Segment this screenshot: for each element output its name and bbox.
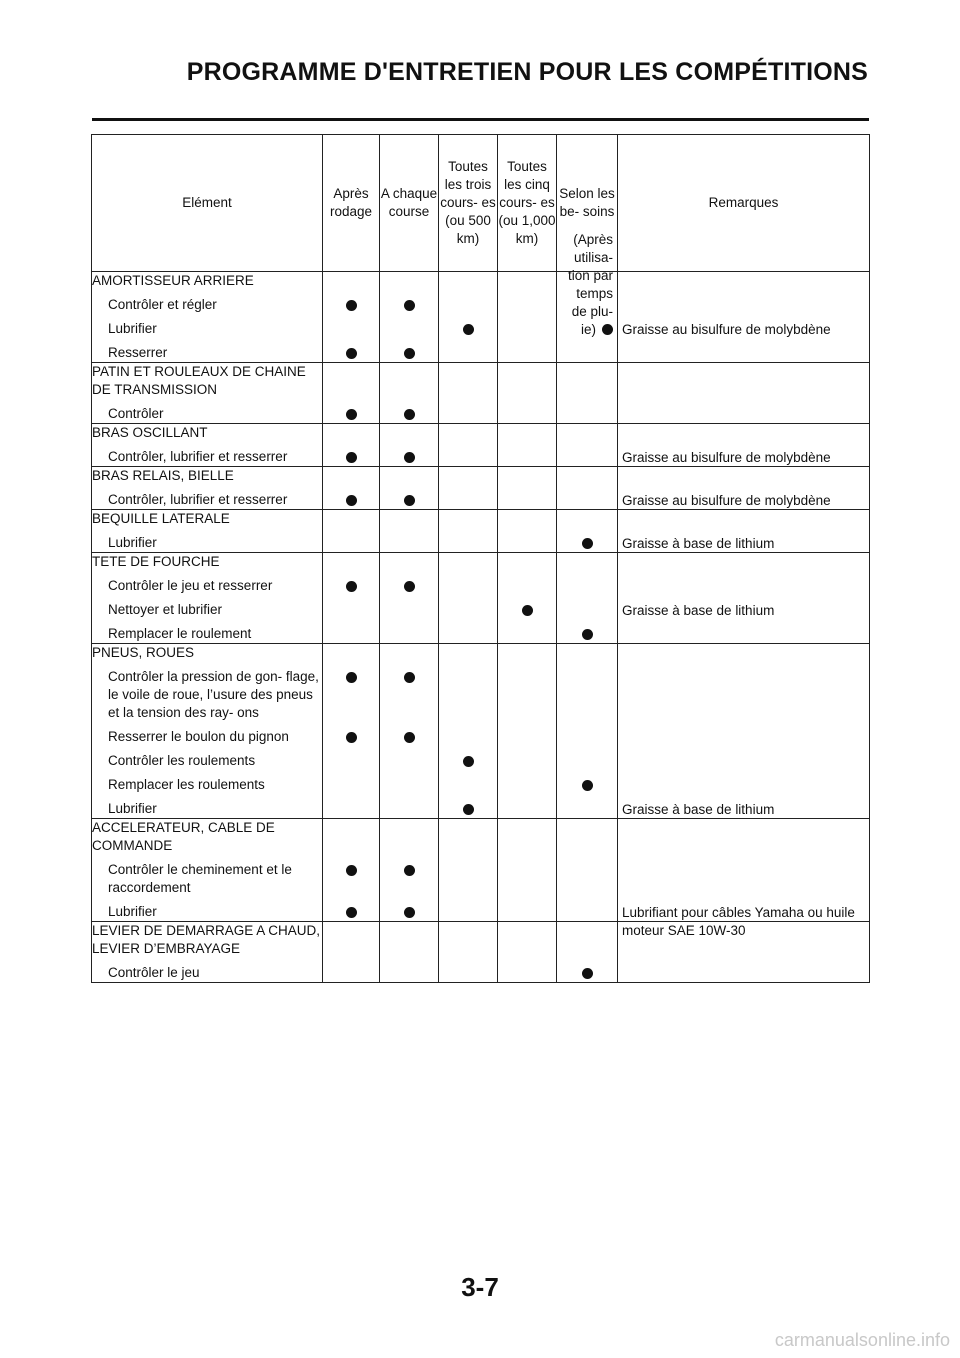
filled-circle-icon <box>346 452 357 463</box>
interval-cell <box>323 272 380 363</box>
item-line <box>439 297 497 315</box>
item-line <box>498 904 556 922</box>
remark-text <box>622 345 865 363</box>
item-line <box>380 406 438 424</box>
item-label: Contrôler le jeu <box>108 965 200 980</box>
maintenance-table <box>91 134 870 983</box>
interval-cell <box>323 644 380 819</box>
item-line <box>557 669 617 687</box>
item-line <box>380 297 438 315</box>
filled-circle-icon <box>404 581 415 592</box>
interval-cell <box>380 922 439 983</box>
item-line <box>498 297 556 315</box>
page-title: PROGRAMME D'ENTRETIEN POUR LES COMPÉTITIONS <box>186 58 868 86</box>
filled-circle-icon <box>404 907 415 918</box>
header-every-race: A chaque course <box>380 135 439 272</box>
item-line <box>380 449 438 467</box>
item-line <box>557 449 617 467</box>
interval-cell <box>323 553 380 644</box>
item-line <box>323 862 379 880</box>
item-line <box>557 492 617 510</box>
filled-circle-icon <box>404 865 415 876</box>
group-title: PNEUS, ROUES <box>92 645 195 660</box>
interval-cell <box>557 553 618 644</box>
filled-circle-icon <box>404 452 415 463</box>
item-line <box>380 535 438 553</box>
interval-cell <box>498 510 557 553</box>
item-line <box>439 321 497 339</box>
filled-circle-icon <box>404 348 415 359</box>
element-cell <box>92 553 323 644</box>
interval-cell <box>498 272 557 363</box>
interval-cell <box>439 424 498 467</box>
item-line <box>439 406 497 424</box>
item-line <box>323 753 379 771</box>
interval-cell <box>380 819 439 922</box>
filled-circle-icon <box>346 672 357 683</box>
item-line <box>323 535 379 553</box>
item-line <box>498 626 556 644</box>
interval-cell <box>380 272 439 363</box>
interval-cell <box>380 424 439 467</box>
remark-text <box>622 965 865 983</box>
element-cell <box>92 363 323 424</box>
group-title: TETE DE FOURCHE <box>92 554 220 569</box>
item-label: Contrôler, lubrifier et resserrer <box>108 449 288 464</box>
interval-cell <box>380 644 439 819</box>
item-line <box>557 578 617 596</box>
remarks-cell <box>618 819 870 938</box>
interval-cell <box>323 363 380 424</box>
interval-cell <box>323 424 380 467</box>
table-row <box>92 644 870 819</box>
interval-cell <box>380 553 439 644</box>
element-cell <box>92 819 323 922</box>
watermark: carmanualsonline.info <box>774 1330 950 1350</box>
item-line <box>323 729 379 747</box>
item-line <box>557 535 617 553</box>
element-cell <box>92 644 323 819</box>
item-label: Resserrer <box>108 345 168 360</box>
item-line <box>439 345 497 363</box>
header-every-fifth-race: Toutes les cinq cours- es (ou 1,000 km) <box>498 135 557 272</box>
interval-cell <box>557 819 618 922</box>
table-row <box>92 819 870 922</box>
interval-cell <box>439 819 498 922</box>
remark-text: Graisse au bisulfure de molybdène <box>622 449 831 465</box>
item-line <box>380 602 438 620</box>
interval-cell <box>323 922 380 983</box>
item-line <box>439 904 497 922</box>
item-line <box>323 321 379 339</box>
item-label: Lubrifier <box>108 904 157 919</box>
group-title: LEVIER DE DEMARRAGE A CHAUD, LEVIER D’EMBRAYAGE <box>92 923 321 956</box>
item-line <box>323 578 379 596</box>
filled-circle-icon <box>346 907 357 918</box>
item-line <box>439 492 497 510</box>
interval-cell <box>380 510 439 553</box>
item-line <box>557 345 617 363</box>
item-line <box>380 492 438 510</box>
interval-cell <box>439 467 498 510</box>
item-line <box>439 729 497 747</box>
item-label: Contrôler le cheminement et le raccordement <box>108 862 292 895</box>
item-line <box>498 729 556 747</box>
table-row <box>92 922 870 983</box>
header-as-required: Selon les be- soins <box>557 135 618 272</box>
group-title: AMORTISSEUR ARRIERE <box>92 273 254 288</box>
item-line <box>323 669 379 687</box>
item-line <box>498 669 556 687</box>
remarks-cell <box>618 644 870 819</box>
table-row <box>92 363 870 424</box>
item-line <box>323 965 379 983</box>
interval-cell <box>557 424 618 467</box>
filled-circle-icon <box>346 581 357 592</box>
page-number: 3-7 <box>461 1272 499 1302</box>
item-label: Contrôler les roulements <box>108 753 256 768</box>
item-line <box>557 626 617 644</box>
item-line <box>498 753 556 771</box>
header-after-break-in: Après rodage <box>323 135 380 272</box>
item-line <box>498 801 556 819</box>
item-line <box>380 345 438 363</box>
interval-cell <box>557 644 618 819</box>
interval-cell <box>498 467 557 510</box>
item-line <box>380 801 438 819</box>
interval-cell <box>439 510 498 553</box>
interval-cell <box>380 467 439 510</box>
remark-text <box>622 406 865 424</box>
item-line <box>498 406 556 424</box>
item-line <box>323 626 379 644</box>
item-line <box>323 297 379 315</box>
item-line <box>498 578 556 596</box>
remarks-cell <box>618 363 870 424</box>
item-label: Contrôler la pression de gon- flage, le voile de roue, l’usure des pneus et la tension des ray- ons <box>108 669 319 720</box>
item-line <box>498 321 556 339</box>
item-line <box>323 777 379 795</box>
item-line <box>380 578 438 596</box>
table-row <box>92 510 870 553</box>
item-line <box>380 753 438 771</box>
remark-text: Lubrifiant pour câbles Yamaha ou huile moteur SAE 10W-30 <box>622 904 855 938</box>
item-line <box>439 862 497 880</box>
remark-text <box>622 862 865 880</box>
item-line <box>498 862 556 880</box>
title-divider <box>92 118 869 121</box>
header-element: Elément <box>92 135 323 272</box>
interval-cell <box>498 363 557 424</box>
interval-cell <box>498 819 557 922</box>
element-cell <box>92 467 323 510</box>
filled-circle-icon <box>404 732 415 743</box>
group-title: BEQUILLE LATERALE <box>92 511 230 526</box>
item-line <box>557 777 617 795</box>
group-title: BRAS OSCILLANT <box>92 425 208 440</box>
remark-text <box>622 297 865 315</box>
item-line <box>557 801 617 819</box>
interval-cell <box>498 553 557 644</box>
filled-circle-icon <box>346 409 357 420</box>
item-line <box>380 777 438 795</box>
item-line <box>439 626 497 644</box>
interval-cell <box>557 467 618 510</box>
filled-circle-icon <box>463 324 474 335</box>
table-row <box>92 553 870 644</box>
filled-circle-icon <box>602 324 613 335</box>
filled-circle-icon <box>463 756 474 767</box>
group-title: PATIN ET ROULEAUX DE CHAINE DE TRANSMISSION <box>92 364 306 397</box>
filled-circle-icon <box>463 804 474 815</box>
remarks-cell <box>618 922 870 983</box>
header-remarks: Remarques <box>618 135 870 272</box>
interval-cell <box>439 272 498 363</box>
filled-circle-icon <box>346 300 357 311</box>
item-line <box>439 535 497 553</box>
item-line <box>380 729 438 747</box>
remarks-cell <box>618 553 870 644</box>
item-line <box>557 753 617 771</box>
item-line <box>498 602 556 620</box>
filled-circle-icon <box>346 348 357 359</box>
interval-cell <box>439 363 498 424</box>
filled-circle-icon <box>582 538 593 549</box>
interval-cell <box>439 922 498 983</box>
filled-circle-icon <box>404 409 415 420</box>
filled-circle-icon <box>404 300 415 311</box>
item-label: Lubrifier <box>108 801 157 816</box>
item-line <box>498 777 556 795</box>
item-line <box>439 669 497 687</box>
item-line <box>439 753 497 771</box>
remark-text: Graisse au bisulfure de molybdène <box>622 492 831 508</box>
table-header-row <box>92 135 870 272</box>
element-cell <box>92 424 323 467</box>
item-label: Contrôler le jeu et resserrer <box>108 578 273 593</box>
item-line <box>380 965 438 983</box>
remarks-cell <box>618 510 870 553</box>
interval-cell <box>439 644 498 819</box>
filled-circle-icon <box>404 495 415 506</box>
element-cell <box>92 272 323 363</box>
item-line <box>439 801 497 819</box>
remark-text <box>622 578 865 596</box>
item-line <box>557 406 617 424</box>
interval-cell <box>498 644 557 819</box>
table-row <box>92 272 870 363</box>
interval-cell <box>380 363 439 424</box>
group-title: BRAS RELAIS, BIELLE <box>92 468 234 483</box>
interval-cell <box>323 467 380 510</box>
item-line <box>498 492 556 510</box>
item-label: Contrôler <box>108 406 164 421</box>
item-line <box>439 777 497 795</box>
item-line <box>557 862 617 880</box>
interval-cell <box>557 510 618 553</box>
interval-cell <box>498 922 557 983</box>
item-line <box>380 321 438 339</box>
interval-cell <box>557 363 618 424</box>
item-line <box>498 965 556 983</box>
filled-circle-icon <box>582 780 593 791</box>
item-label: Remplacer les roulements <box>108 777 265 792</box>
item-line <box>498 345 556 363</box>
item-line <box>439 965 497 983</box>
item-line <box>557 904 617 922</box>
header-every-third-race: Toutes les trois cours- es (ou 500 km) <box>439 135 498 272</box>
remark-text: Graisse à base de lithium <box>622 535 775 551</box>
item-line <box>380 904 438 922</box>
remark-text <box>622 777 865 795</box>
item-line <box>380 862 438 880</box>
table-row <box>92 424 870 467</box>
item-label: Lubrifier <box>108 321 157 336</box>
item-line <box>557 965 617 983</box>
filled-circle-icon <box>346 865 357 876</box>
element-cell <box>92 922 323 983</box>
item-line <box>380 669 438 687</box>
interval-cell <box>557 922 618 983</box>
filled-circle-icon <box>404 672 415 683</box>
interval-cell <box>439 553 498 644</box>
item-line <box>557 231 617 339</box>
interval-cell <box>323 510 380 553</box>
remarks-cell <box>618 467 870 510</box>
filled-circle-icon <box>522 605 533 616</box>
remark-text: Graisse au bisulfure de molybdène <box>622 321 831 337</box>
item-label: Contrôler et régler <box>108 297 217 312</box>
remark-text: Graisse à base de lithium <box>622 602 775 618</box>
item-line <box>380 626 438 644</box>
filled-circle-icon <box>582 629 593 640</box>
remark-text <box>622 753 865 771</box>
interval-cell <box>557 231 618 363</box>
item-line <box>557 729 617 747</box>
remarks-cell <box>618 424 870 467</box>
item-label: Lubrifier <box>108 535 157 550</box>
item-line <box>323 801 379 819</box>
remarks-cell <box>618 272 870 363</box>
interval-cell <box>498 424 557 467</box>
remark-text <box>622 729 865 747</box>
item-line <box>439 449 497 467</box>
item-line <box>323 406 379 424</box>
item-line <box>323 602 379 620</box>
element-cell <box>92 510 323 553</box>
filled-circle-icon <box>346 495 357 506</box>
item-label: Nettoyer et lubrifier <box>108 602 223 617</box>
item-note: (Après utilisa- tion par temps de plu- ie) <box>567 231 613 337</box>
item-line <box>323 904 379 922</box>
group-title: ACCELERATEUR, CABLE DE COMMANDE <box>92 820 275 853</box>
item-line <box>323 449 379 467</box>
item-line <box>498 449 556 467</box>
item-line <box>323 492 379 510</box>
remark-text: Graisse à base de lithium <box>622 801 775 817</box>
filled-circle-icon <box>582 968 593 979</box>
filled-circle-icon <box>346 732 357 743</box>
item-line <box>557 602 617 620</box>
table-row <box>92 467 870 510</box>
remark-text <box>622 626 865 644</box>
item-line <box>439 602 497 620</box>
item-line <box>498 535 556 553</box>
item-label: Resserrer le boulon du pignon <box>108 729 289 744</box>
item-label: Contrôler, lubrifier et resserrer <box>108 492 288 507</box>
item-label: Remplacer le roulement <box>108 626 252 641</box>
item-line <box>323 345 379 363</box>
remark-text <box>622 669 865 687</box>
item-line <box>439 578 497 596</box>
interval-cell <box>323 819 380 922</box>
